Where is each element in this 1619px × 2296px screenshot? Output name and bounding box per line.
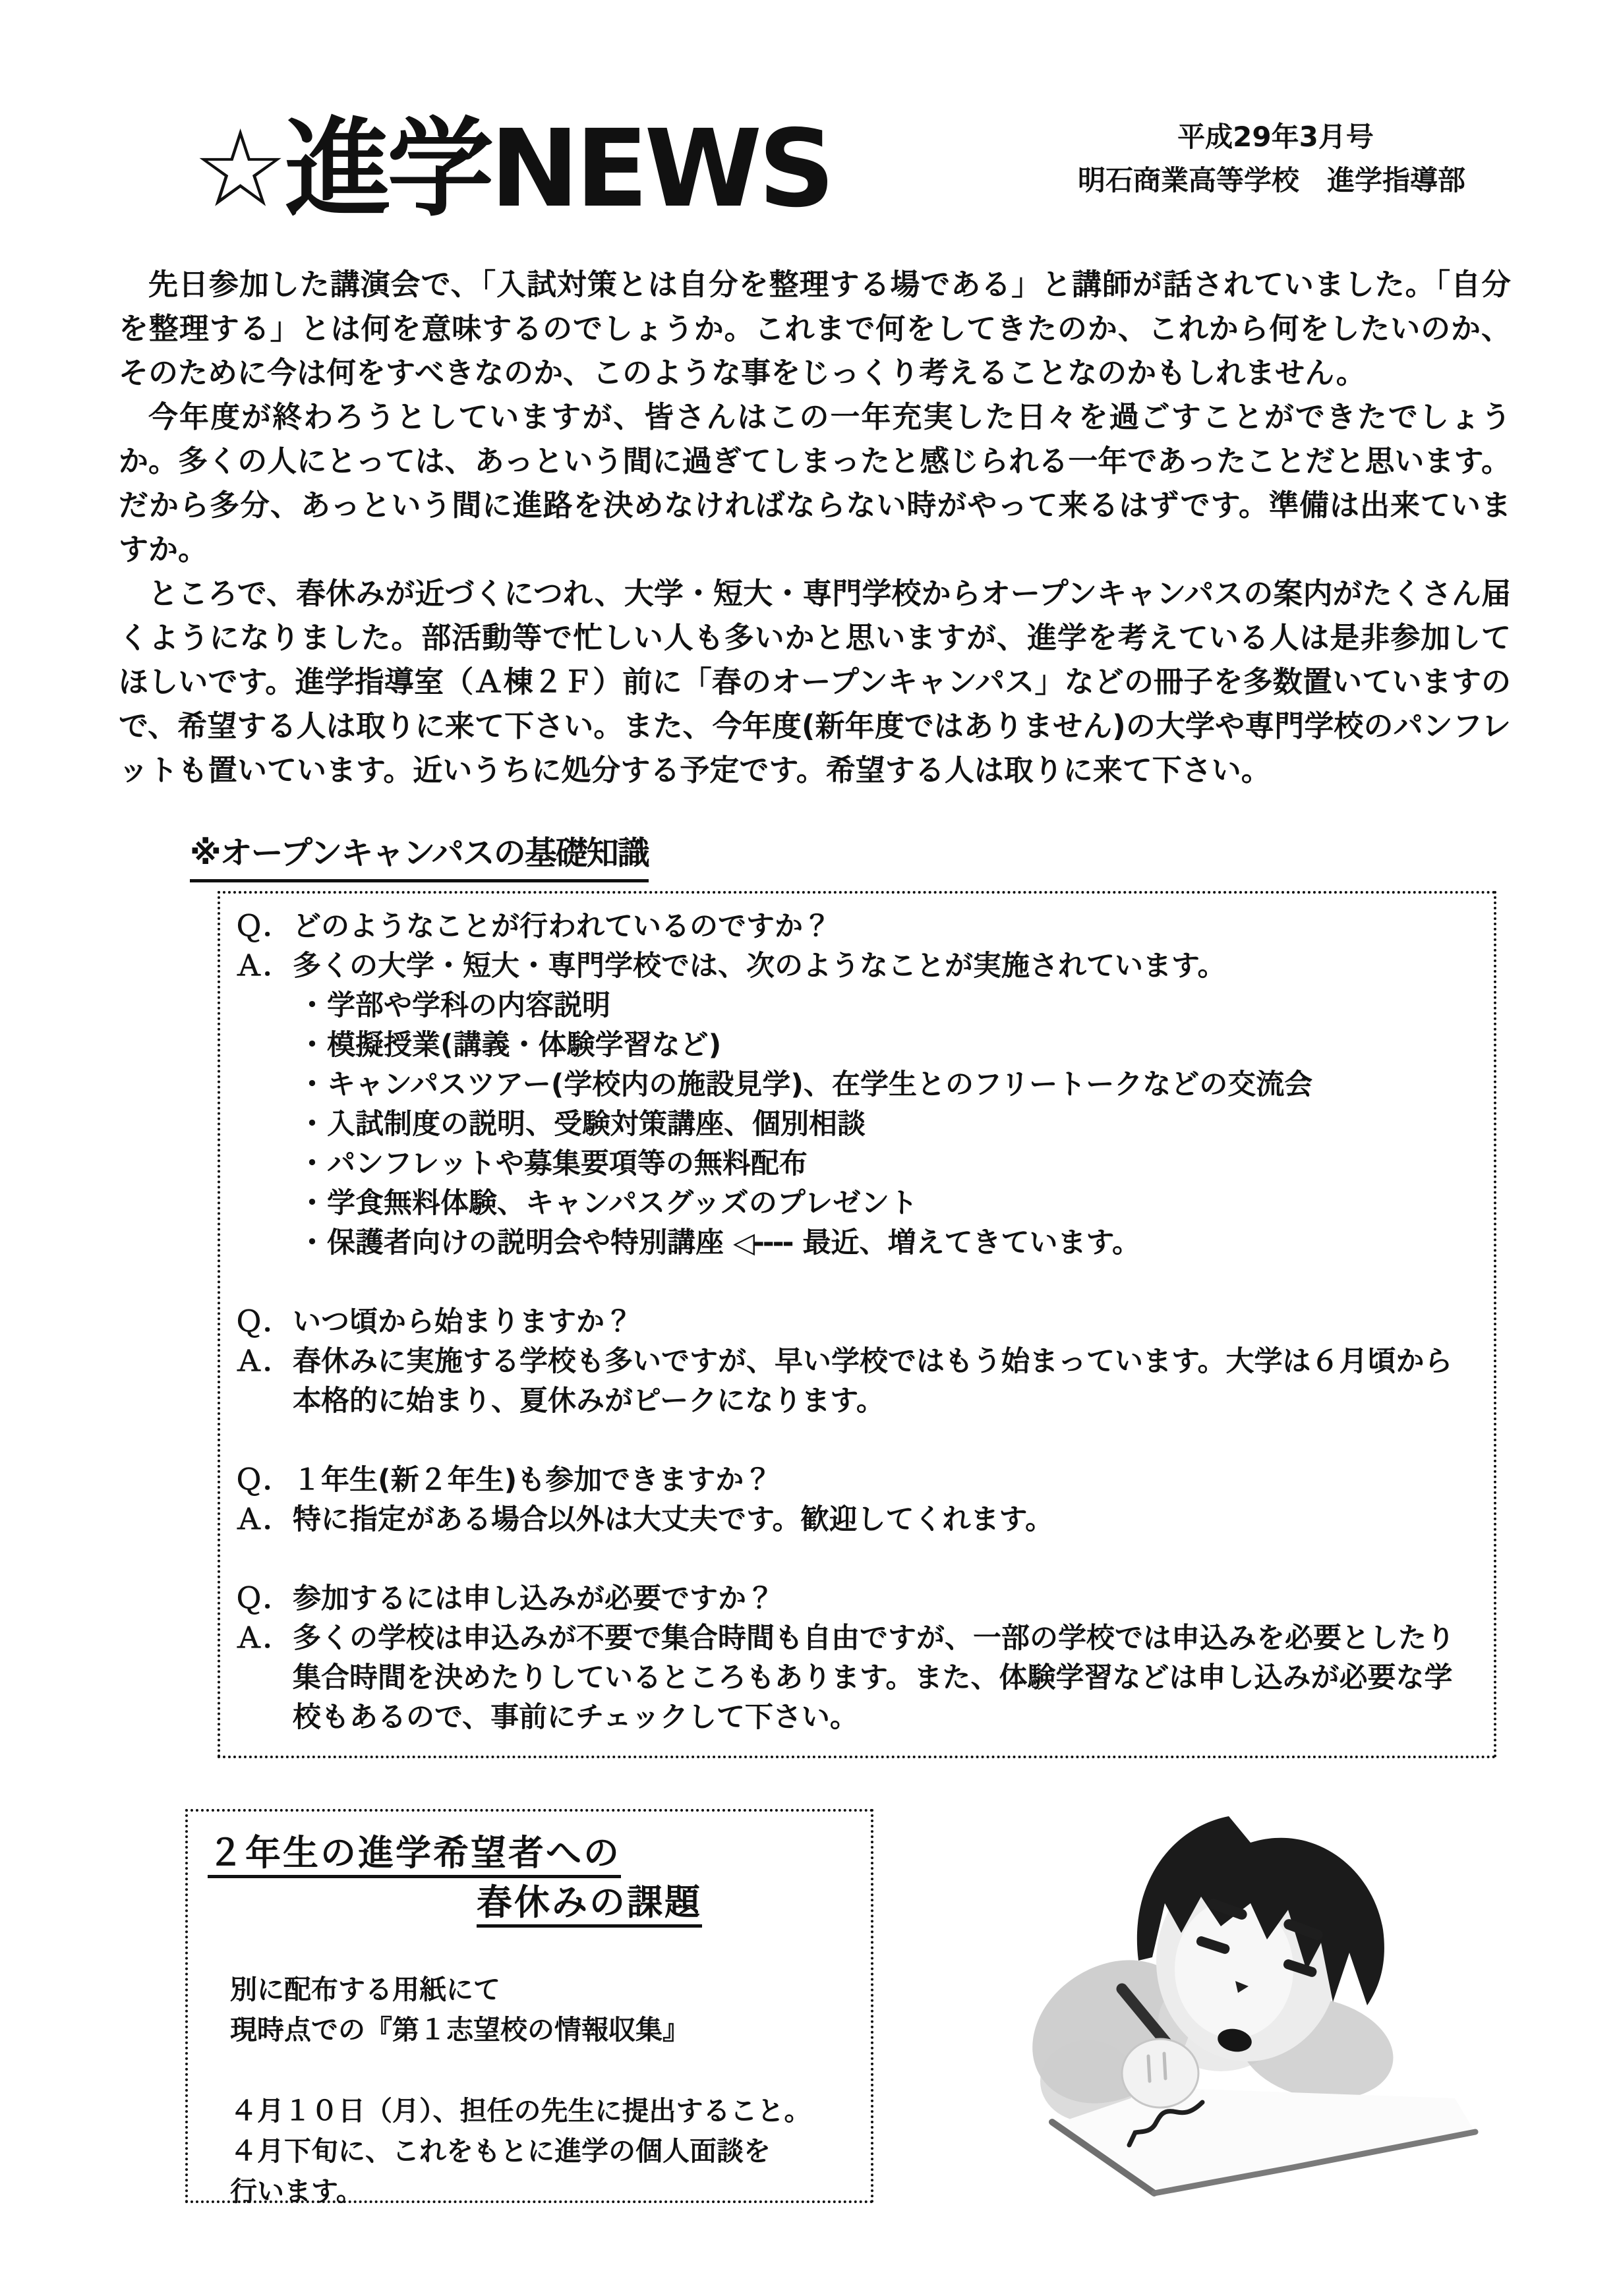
qa-group-1: [235, 907, 1475, 1263]
bullet-item: [298, 1025, 1475, 1065]
bullet-text: 入試制度の説明、受験対策講座、個別相談: [327, 1108, 866, 1141]
answer-text: 多くの学校は申込みが不要で集合時間も自由ですが、一部の学校では申込みを必要としたり集合時間を決めたりしているところもあります。また、体験学習などは申し込みが必要な学校もあるので、事前にチェックして下さい。: [293, 1622, 1455, 1734]
intro-paragraph-3: ところで、春休みが近づくにつれ、大学・短大・専門学校からオープンキャンパスの案内がたくさん届くようになりました。部活動等で忙しい人も多いかと思いますが、進学を考えている人は是非参加してほしいです。進学指導室（Ａ棟２Ｆ）前に「春のオープンキャンパス」などの冊子を多数置いていますので、希望する人は取りに来て下さい。また、今年度(新年度ではありません)の大学や専門学校のパンフレットも置いています。近いうちに処分する予定です。希望する人は取りに来て下さい。: [119, 576, 1511, 788]
hand-shape: [1122, 2039, 1198, 2108]
answer-text: 多くの大学・短大・専門学校では、次のようなことが実施されています。: [293, 950, 1226, 983]
organization-label: 明石商業高等学校 進学指導部: [1078, 164, 1466, 196]
qa-group-4: [235, 1579, 1475, 1737]
bullet-text: パンフレットや募集要項等の無料配布: [327, 1147, 808, 1180]
task-body-line1: 別に配布する用紙にて: [230, 1974, 500, 2005]
a-marker: Ａ．: [235, 1622, 291, 1655]
intro-paragraph-2: 今年度が終わろうとしていますが、皆さんはこの一年充実した日々を過ごすことができたでしょうか。多くの人にとっては、あっという間に過ぎてしまったと感じられる一年であったことだと思います。だから多分、あっという間に進路を決めなければならない時がやって来るはずです。準備は出来ていますか。: [119, 399, 1511, 567]
qa-box: [218, 891, 1496, 1758]
q-marker: Ｑ．: [235, 910, 291, 943]
question-text: どのようなことが行われているのですか？: [293, 910, 831, 943]
bullet-dot: ・: [298, 1108, 326, 1141]
a-marker: Ａ．: [235, 1503, 291, 1536]
bullet-dot: ・: [298, 1029, 326, 1062]
question-line: [235, 907, 1475, 946]
question-text: 参加するには申し込みが必要ですか？: [293, 1582, 775, 1615]
task-body-line5: 行います。: [230, 2175, 363, 2207]
student-writing-illustration: [1023, 1804, 1485, 2213]
qa-group-3: [235, 1460, 1475, 1539]
bullet-item: [298, 1105, 1475, 1144]
intro-text: [119, 262, 1511, 792]
intro-paragraph-1: 先日参加した講演会で、「入試対策とは自分を整理する場である」と講師が話されていました。「自分を整理する」とは何を意味するのでしょうか。これまで何をしてきたのか、これから何をしたいのか、そのために今は何をすべきなのか、このような事をじっくり考えることなのかもしれません。: [119, 267, 1511, 390]
question-line: [235, 1302, 1475, 1342]
issue-label: 平成29年3月号: [1177, 121, 1374, 153]
a-marker: Ａ．: [235, 1345, 291, 1378]
question-text: １年生(新２年生)も参加できますか？: [293, 1464, 773, 1497]
task-box: [185, 1809, 873, 2207]
bullet-dot: ・: [298, 1068, 326, 1101]
task-body-line4: ４月下旬に、これをもとに進学の個人面談を: [230, 2135, 771, 2167]
q-marker: Ｑ．: [235, 1464, 291, 1497]
bullet-list: [235, 986, 1475, 1263]
finger-line-1: [1148, 2056, 1150, 2081]
bullet-note: 最近、増えてきています。: [802, 1226, 1141, 1259]
answer-text: 特に指定がある場合以外は大丈夫です。歓迎してくれます。: [293, 1503, 1054, 1536]
bullet-text: 学部や学科の内容説明: [327, 989, 610, 1022]
bullet-text: 保護者向けの説明会や特別講座: [327, 1226, 724, 1259]
answer-line: [235, 1500, 1475, 1539]
q-marker: Ｑ．: [235, 1582, 291, 1615]
task-heading-line1: ２年生の進学希望者への: [208, 1833, 621, 1878]
bullet-dot: ・: [298, 1226, 326, 1259]
bullet-text: キャンパスツアー(学校内の施設見学)、在学生とのフリートークなどの交流会: [327, 1068, 1313, 1101]
task-body-line2: 現時点での『第１志望校の情報収集』: [230, 2014, 690, 2046]
question-line: [235, 1579, 1475, 1619]
page-title: ☆進学NEWS: [192, 107, 831, 231]
bullet-dot: ・: [298, 1187, 326, 1220]
left-arrow-dashes-icon: ◁----: [733, 1226, 792, 1259]
answer-line: [235, 946, 1475, 986]
bullet-item: [298, 1184, 1475, 1223]
bullet-dot: ・: [298, 989, 326, 1022]
task-heading-row-1: [208, 1833, 854, 1882]
bullet-item: [298, 1223, 1475, 1263]
bullet-text: 学食無料体験、キャンパスグッズのプレゼント: [327, 1187, 918, 1220]
bullet-dot: ・: [298, 1147, 326, 1180]
q-marker: Ｑ．: [235, 1306, 291, 1338]
bullet-item: [298, 986, 1475, 1025]
a-marker: Ａ．: [235, 950, 291, 983]
basics-section-heading: ※オープンキャンパスの基礎知識: [190, 828, 649, 882]
bullet-item: [298, 1144, 1475, 1184]
task-heading-row-2: [208, 1882, 854, 1932]
answer-line: [235, 1342, 1475, 1421]
bullet-text: 模擬授業(講義・体験学習など): [327, 1029, 722, 1062]
answer-line: [235, 1619, 1475, 1737]
finger-line-2: [1164, 2053, 1165, 2079]
bullet-item: [298, 1065, 1475, 1105]
question-text: いつ頃から始まりますか？: [293, 1306, 633, 1338]
task-body-line3: ４月１０日（月）、担任の先生に提出すること。: [230, 2095, 811, 2127]
qa-group-2: [235, 1302, 1475, 1421]
answer-text: 春休みに実施する学校も多いですが、早い学校ではもう始まっています。大学は６月頃から本格的に始まり、夏休みがピークになります。: [293, 1345, 1453, 1418]
task-heading-line2: 春休みの課題: [477, 1882, 702, 1928]
header-meta: [1078, 120, 1473, 198]
question-line: [235, 1460, 1475, 1500]
